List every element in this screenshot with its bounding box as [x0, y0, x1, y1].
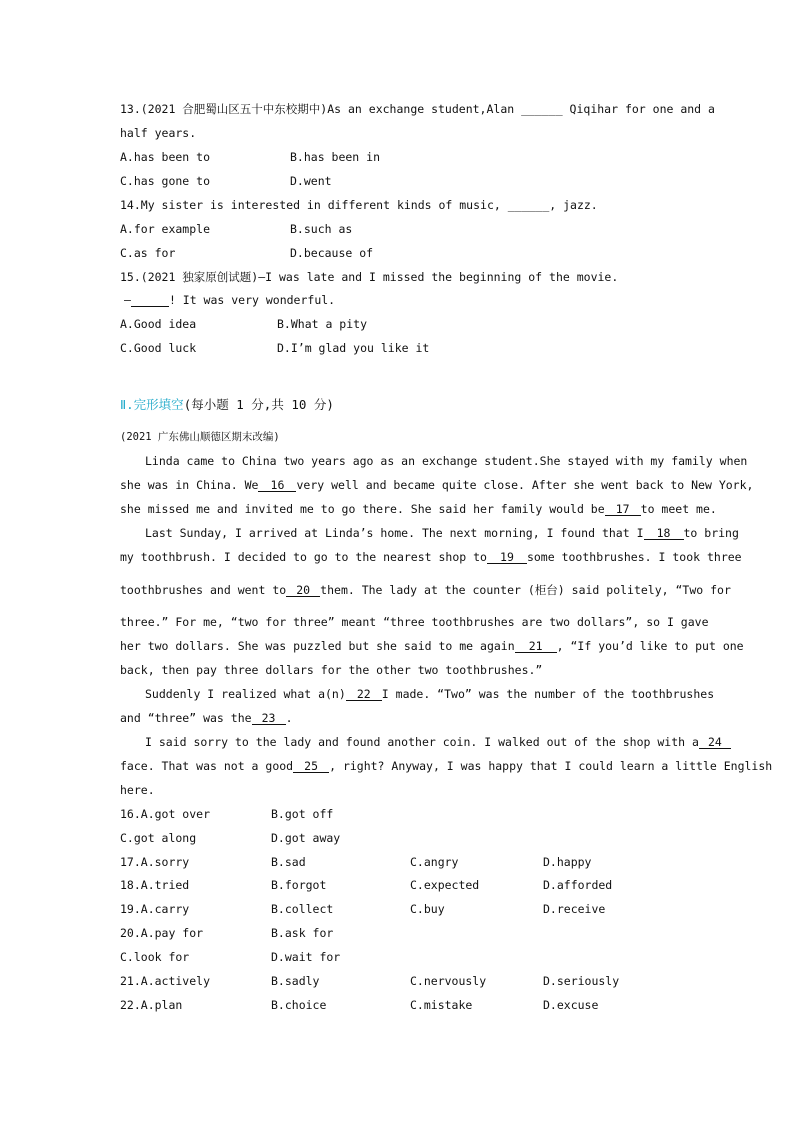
- q14-option-a: A.for example: [120, 222, 211, 236]
- q16-option-d: D.got away: [271, 831, 341, 845]
- passage-p3-line1: Suddenly I realized what a(n) 22 I made. “Two” was the number of the toothbrushes: [145, 687, 715, 701]
- q15-stem-line2: — ! It was very wonderful.: [124, 293, 336, 307]
- q15-blank: [131, 294, 169, 307]
- q17-option-d: D.happy: [543, 855, 592, 869]
- q15-option-d: D.I’m glad you like it: [277, 341, 430, 355]
- passage-p2-line1: Last Sunday, I arrived at Linda’s home. The next morning, I found that I 18 to bring: [145, 526, 739, 540]
- passage-p2-line3: toothbrushes and went to 20 them. The lady at the counter (柜台) said politely, “Two for: [120, 583, 731, 597]
- passage-p4-line1: I said sorry to the lady and found another coin. I walked out of the shop with a 24: [145, 735, 701, 749]
- q19-option-d: D.receive: [543, 902, 606, 916]
- q18-option-d: D.afforded: [543, 878, 613, 892]
- q14-option-b: B.such as: [290, 222, 353, 236]
- q22-option-c: C.mistake: [410, 998, 473, 1012]
- passage-source: (2021 广东佛山顺德区期末改编): [120, 431, 280, 443]
- blank-19: 19: [487, 551, 527, 564]
- passage-p4-line3: here.: [120, 783, 155, 797]
- section-title-scoring: (每小题 1 分,共 10 分): [183, 397, 334, 412]
- passage-p1-line3: she missed me and invited me to go there. She said her family would be 17 to meet me.: [120, 502, 717, 516]
- passage-p1-line2: she was in China. We 16 very well and became quite close. After she went back to New York,: [120, 478, 754, 492]
- q16-option-c: C.got along: [120, 831, 197, 845]
- q13-option-b: B.has been in: [290, 150, 381, 164]
- q21-option-c: C.nervously: [410, 974, 487, 988]
- q14-stem: 14.My sister is interested in different kinds of music, ______, jazz.: [120, 198, 598, 212]
- q15-stem-line1: 15.(2021 独家原创试题)—I was late and I missed the beginning of the movie.: [120, 270, 619, 284]
- q16-option-b: B.got off: [271, 807, 334, 821]
- blank-16: 16: [258, 479, 296, 492]
- q17-option-a: 17.A.sorry: [120, 855, 190, 869]
- q13-option-d: D.went: [290, 174, 332, 188]
- q20-option-b: B.ask for: [271, 926, 334, 940]
- blank-25: 25: [293, 760, 329, 773]
- q13-stem-line1: 13.(2021 合肥蜀山区五十中东校期中)As an exchange student,Alan ______ Qiqihar for one and a: [120, 102, 715, 116]
- blank-22: 22: [346, 688, 382, 701]
- passage-p2-line5: her two dollars. She was puzzled but she said to me again 21 , “If you’d like to put one: [120, 639, 744, 653]
- q15-option-c: C.Good luck: [120, 341, 197, 355]
- q21-option-d: D.seriously: [543, 974, 620, 988]
- q14-option-c: C.as for: [120, 246, 176, 260]
- q13-option-c: C.has gone to: [120, 174, 211, 188]
- q19-option-a: 19.A.carry: [120, 902, 190, 916]
- q17-option-c: C.angry: [410, 855, 459, 869]
- q13-option-a: A.has been to: [120, 150, 211, 164]
- q20-option-d: D.wait for: [271, 950, 341, 964]
- q18-option-c: C.expected: [410, 878, 480, 892]
- passage-p2-line4: three.” For me, “two for three” meant “three toothbrushes are two dollars”, so I gave: [120, 615, 709, 629]
- q21-option-a: 21.A.actively: [120, 974, 211, 988]
- q15-option-a: A.Good idea: [120, 317, 197, 331]
- q19-option-b: B.collect: [271, 902, 334, 916]
- q14-option-d: D.because of: [290, 246, 374, 260]
- q16-option-a: 16.A.got over: [120, 807, 211, 821]
- blank-17: 17: [605, 503, 641, 516]
- section-title-cyan: Ⅱ.完形填空: [120, 397, 184, 412]
- q20-option-c: C.look for: [120, 950, 190, 964]
- q20-option-a: 20.A.pay for: [120, 926, 204, 940]
- passage-p4-line2: face. That was not a good 25 , right? Anyway, I was happy that I could learn a little English: [120, 759, 773, 773]
- blank-24: 24: [699, 736, 731, 749]
- q22-option-a: 22.A.plan: [120, 998, 183, 1012]
- section-title: [120, 397, 334, 413]
- q22-option-b: B.choice: [271, 998, 327, 1012]
- blank-23: 23: [252, 712, 286, 725]
- q22-option-d: D.excuse: [543, 998, 599, 1012]
- passage-p1-line1: Linda came to China two years ago as an exchange student.She stayed with my family when: [145, 454, 748, 468]
- q18-option-a: 18.A.tried: [120, 878, 190, 892]
- q18-option-b: B.forgot: [271, 878, 327, 892]
- q19-option-c: C.buy: [410, 902, 445, 916]
- blank-18: 18: [644, 527, 684, 540]
- q13-stem-line2: half years.: [120, 126, 197, 140]
- passage-p2-line6: back, then pay three dollars for the other two toothbrushes.”: [120, 663, 543, 677]
- passage-p3-line2: and “three” was the 23 .: [120, 711, 293, 725]
- blank-20: 20: [286, 584, 320, 597]
- q21-option-b: B.sadly: [271, 974, 320, 988]
- q15-option-b: B.What a pity: [277, 317, 368, 331]
- blank-21: 21: [515, 640, 557, 653]
- passage-p2-line2: my toothbrush. I decided to go to the nearest shop to 19 some toothbrushes. I took three: [120, 550, 742, 564]
- q17-option-b: B.sad: [271, 855, 306, 869]
